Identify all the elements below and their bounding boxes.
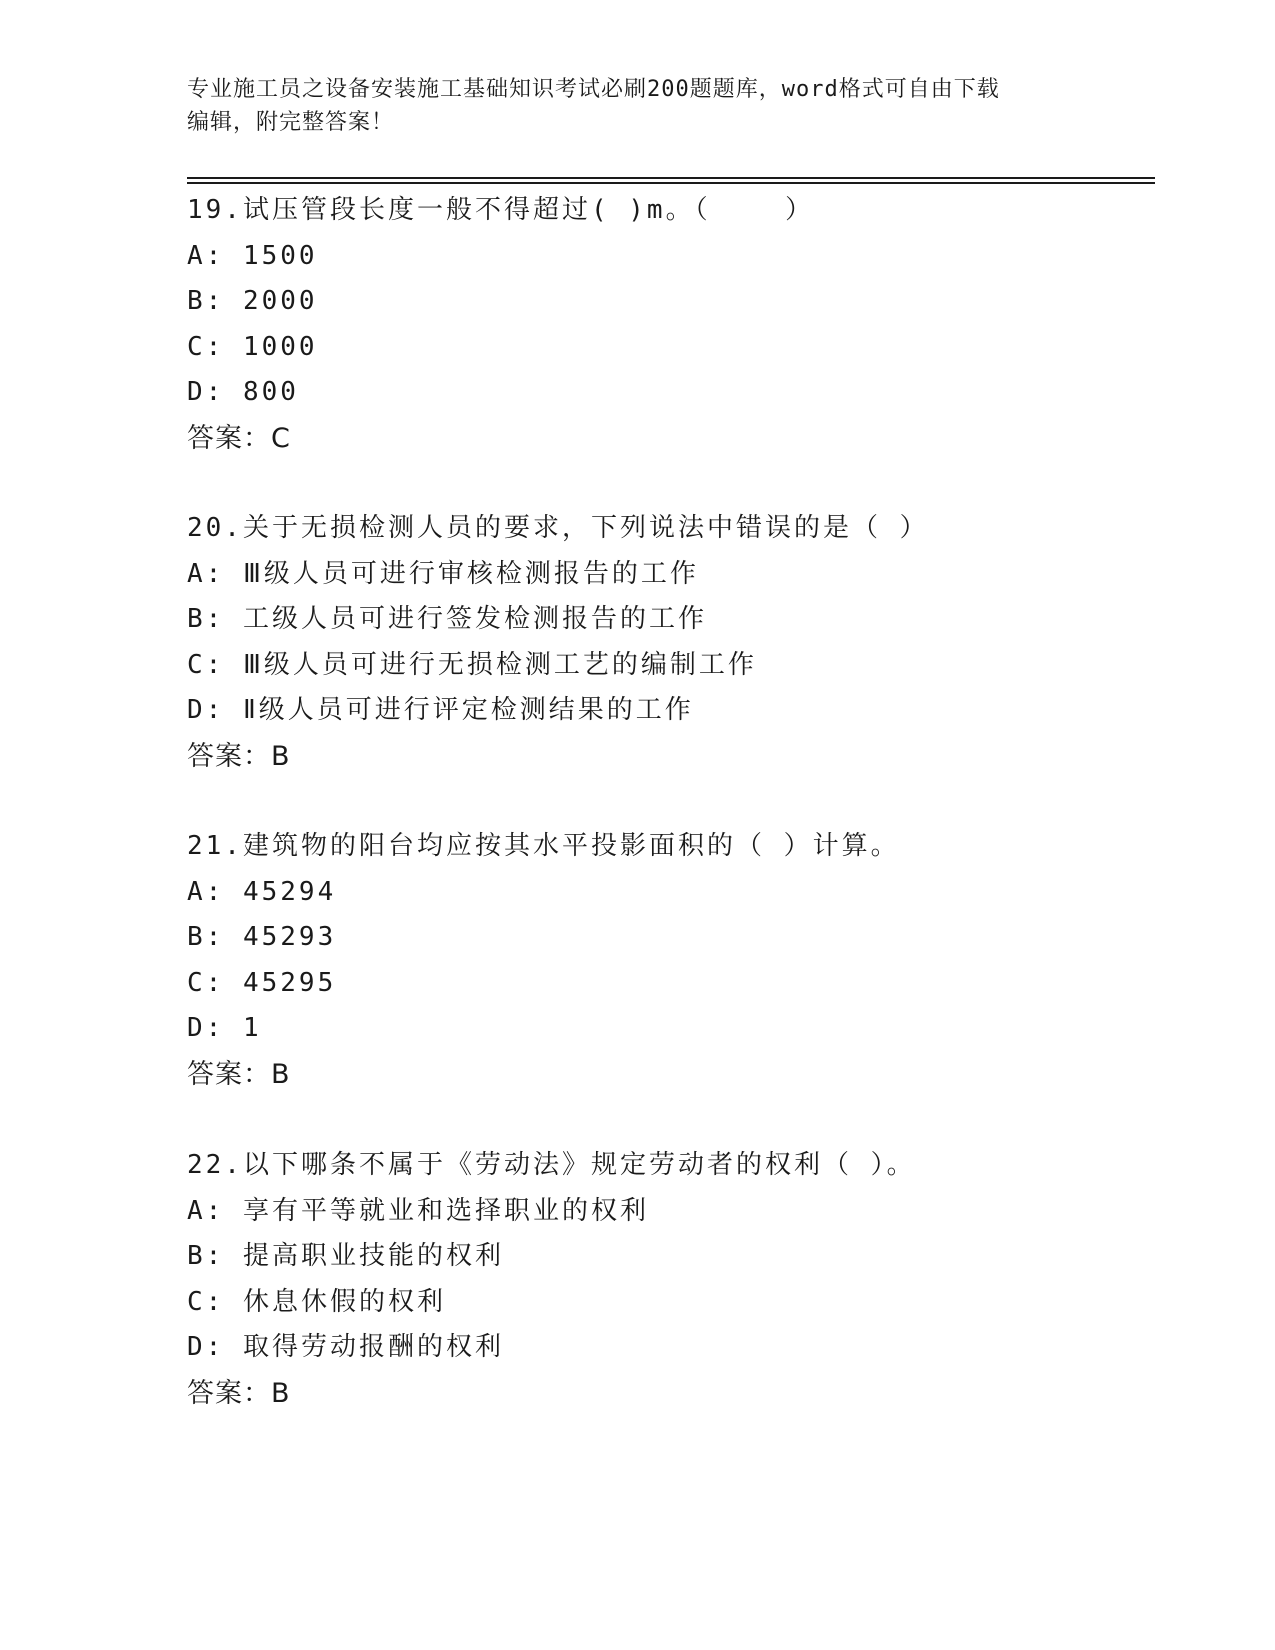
header-line-1: 专业施工员之设备安装施工基础知识考试必刷200题题库，word格式可自由下载: [187, 77, 1000, 102]
option-c: C: 45295: [187, 967, 337, 998]
option-c: C: 1000: [187, 331, 318, 362]
option-d: D: 取得劳动报酬的权利: [187, 1332, 504, 1363]
option-a: A: 1500: [187, 240, 318, 271]
option-a: A: 45294: [187, 876, 337, 907]
option-b: B: 工级人员可进行签发检测报告的工作: [187, 604, 707, 635]
question-20: [187, 506, 1155, 780]
question-19: [187, 188, 1155, 462]
question-stem: 20.关于无损检测人员的要求，下列说法中错误的是（ ）: [187, 513, 929, 543]
option-b: B: 45293: [187, 922, 337, 953]
option-b: B: 提高职业技能的权利: [187, 1241, 504, 1272]
question-stem: 19.试压管段长度一般不得超过( )m。（ ）: [187, 195, 815, 225]
question-stem: 22.以下哪条不属于《劳动法》规定劳动者的权利（ ）。: [187, 1150, 916, 1180]
option-c: C: 休息休假的权利: [187, 1286, 446, 1317]
header-divider-bottom: [187, 182, 1155, 184]
answer-line: 答案：B: [187, 1058, 291, 1090]
answer-line: 答案：B: [187, 1377, 291, 1409]
header-line-2: 编辑，附完整答案！: [187, 110, 395, 135]
option-a: A: Ⅲ级人员可进行审核检测报告的工作: [187, 558, 699, 589]
option-b: B: 2000: [187, 286, 318, 317]
option-d: D: 1: [187, 1013, 262, 1044]
option-d: D: Ⅱ级人员可进行评定检测结果的工作: [187, 695, 694, 726]
question-stem: 21.建筑物的阳台均应按其水平投影面积的（ ）计算。: [187, 831, 900, 861]
option-a: A: 享有平等就业和选择职业的权利: [187, 1195, 649, 1226]
question-22: [187, 1143, 1155, 1417]
option-c: C: Ⅲ级人员可进行无损检测工艺的编制工作: [187, 649, 757, 680]
answer-line: 答案：B: [187, 740, 291, 772]
document-header: [187, 73, 1067, 139]
option-d: D: 800: [187, 377, 299, 408]
header-divider-top: [187, 177, 1155, 179]
answer-line: 答案：C: [187, 422, 291, 454]
question-21: [187, 824, 1155, 1098]
